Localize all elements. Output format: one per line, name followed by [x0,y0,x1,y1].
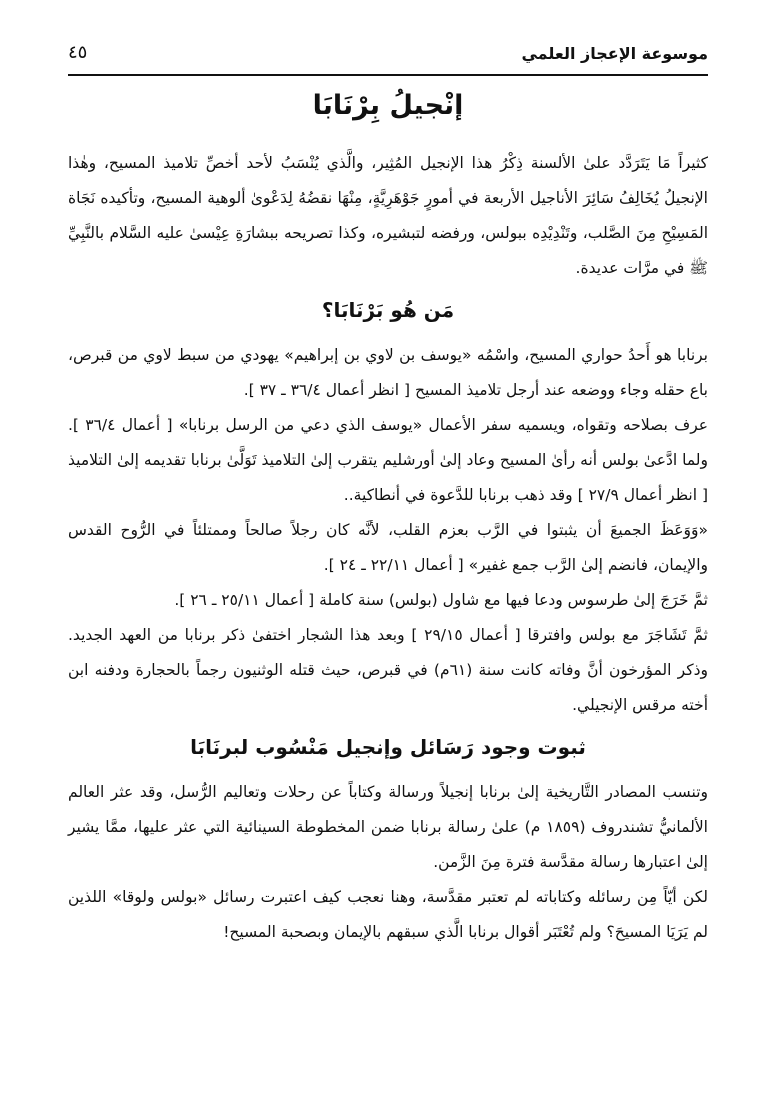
paragraph: عرف بصلاحه وتقواه، ويسميه سفر الأعمال «يوسف الذي دعي من الرسل برنابا» [ أعمال ٣٦/٤ ]. ولما ادَّعىٰ بولس أنه رأىٰ المسيح وعاد إلىٰ أورشليم يتقرب إلىٰ التلاميذ تَوَلَّىٰ برنابا تقديمه إلىٰ التلاميذ [ انظر أعمال ٢٧/٩ ] وقد ذهب برنابا للدَّعوة في أنطاكية.. [68,416,708,504]
running-title: موسوعة الإعجاز العلمي [521,44,708,63]
intro-paragraph: كثيراً مَا يَتَرَدَّد علىٰ الألسنة ذِكْرُ هذا الإنجيل المُثِير، والَّذي يُنْسَبُ لأحد أخصِّ تلاميذ المسيح، وهٰذا الإنجيلُ يُخَالِفُ سَائِرَ الأناجيل الأربعة في أمورٍ جَوْهَرِيَّةٍ، مِنْهَا نقضُهُ لِدَعْوىٰ ألوهية المسيح، وتأكيده نَجَاة المَسِيْحِ مِنَ الصَّلب، وتَنْدِيْدِه ببولس، ورفضه لتبشيره، وكذا تصريحه ببشارَةِ عِيْسىٰ عليه السَّلام بالنَّبِيِّ ﷺ في مرَّات عديدة. [68,154,708,277]
section-title-epistles-gospel: ثبوت وجود رَسَائل وإنجيل مَنْسُوب لبرنَابَا [190,735,586,759]
paragraph: برنابا هو أَحدُ حواري المسيح، واسْمُه «يوسف بن لاوي بن إبراهيم» يهودي من سبط لاوي من قبرص، باع حقله وجاء ووضعه عند أرجل تلاميذ المسيح [ انظر أعمال ٣٦/٤ ـ ٣٧ ]. [68,346,708,399]
paragraph: وتنسب المصادر التَّاريخية إلىٰ برنابا إنجيلاً ورسالة وكتاباً عن رحلات وتعاليم الرُّسل، وقد عثر العالم الألمانيُّ تشندروف (١٨٥٩ م) علىٰ رسالة برنابا ضمن المخطوطة السينائية التي عثر عليها، ممَّا يشير إلىٰ اعتبارها رسالة مقدَّسة فترة مِنَ الزَّمن. [68,783,708,871]
main-title: إنْجيلُ بِرْنَابَا [312,90,464,121]
paragraph: لكن أيّاً مِن رسائله وكتاباته لم تعتبر مقدَّسة، وهنا نعجب كيف اعتبرت رسائل «بولس ولوقا» اللذين لم يَرَيَا المسيحَ؟ ولم تُعْتَبَر أقوال برنابا الَّذي سبقهم بالإيمان وبصحبة المسيح! [68,888,708,941]
page-header [68,40,708,76]
page-number: ٤٥ [68,42,88,63]
section-title-who-is-barnabas: مَن هُو بَرْنَابَا؟ [321,298,455,322]
paragraph: ثمَّ خَرَجَ إلىٰ طرسوس ودعا فيها مع شاول (بولس) سنة كاملة [ أعمال ٢٥/١١ ـ ٢٦ ]. [174,591,708,609]
page-content [68,84,708,950]
paragraph: «وَوَعَظَ الجميعَ أن يثبتوا في الرَّب بعزم القلب، لأنَّه كان رجلاً صالحاً وممتلئاً في الرُّوح القدس والإيمان، فانضم إلىٰ الرَّب جمع غفير» [ أعمال ٢٢/١١ ـ ٢٤ ]. [68,521,708,574]
paragraph: ثمَّ تَشَاجَرَ مع بولس وافترقا [ أعمال ٢٩/١٥ ] وبعد هذا الشجار اختفىٰ ذكر برنابا من العهد الجديد. وذكر المؤرخون أنَّ وفاته كانت سنة (٦١م) في قبرص، حيث قتله الوثنيون رجماً بالحجارة ودفنه ابن أخته مرقس الإنجيلي. [68,626,708,714]
